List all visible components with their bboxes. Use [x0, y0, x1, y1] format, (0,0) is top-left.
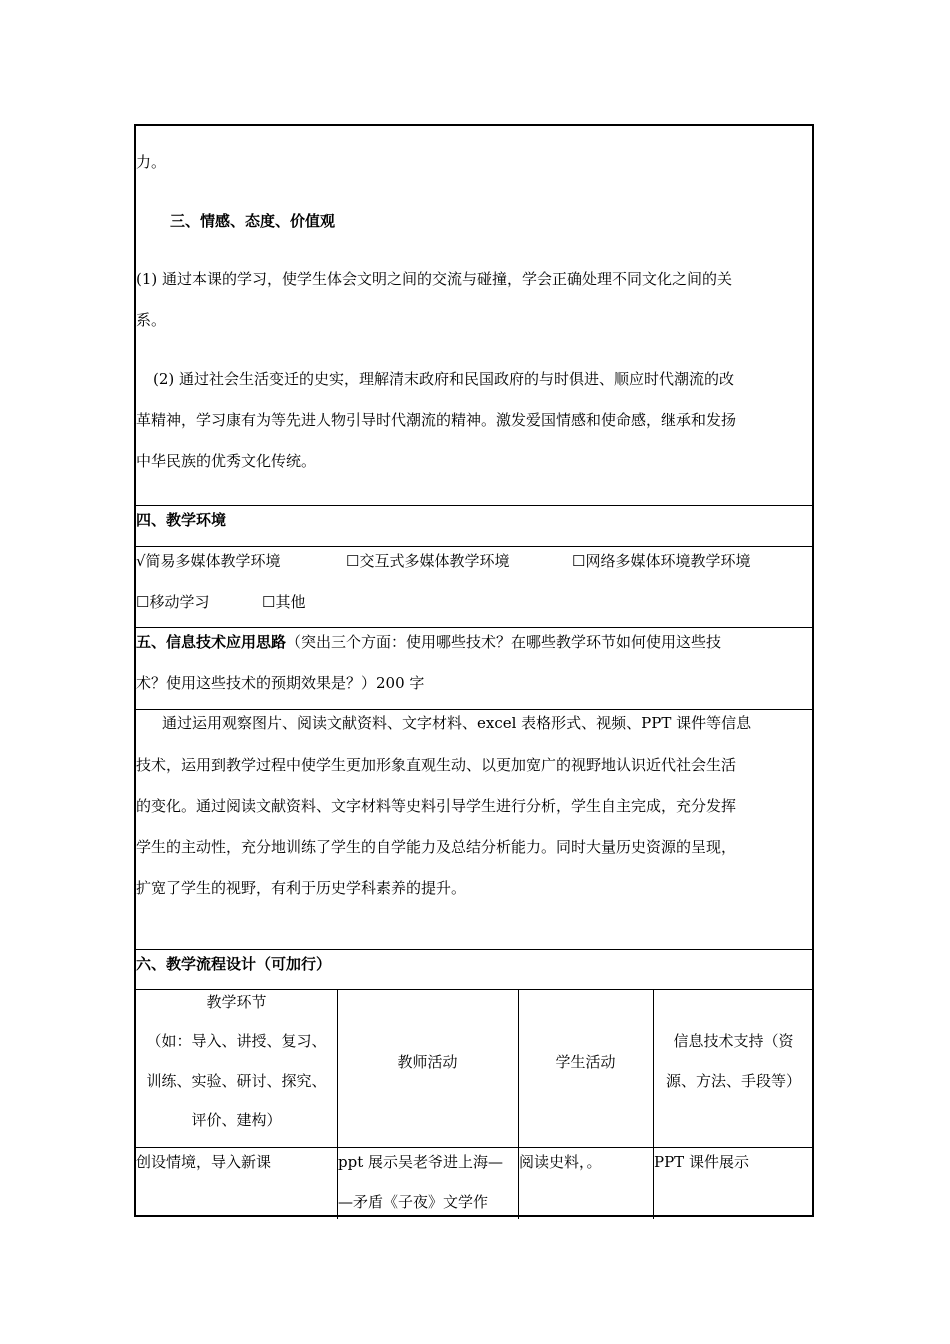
section5-body-line: 通过运用观察图片、阅读文献资料、文字材料、excel 表格形式、视频、PPT 课件等信息	[162, 714, 752, 732]
header-teaching-stage-note: 训练、实验、研讨、探究、	[146, 1072, 327, 1090]
option-interactive-multimedia: ☐交互式多媒体教学环境	[346, 552, 510, 570]
section3-item1-line2: 系。	[136, 311, 167, 329]
divider	[136, 1147, 812, 1148]
divider	[136, 989, 812, 990]
header-teacher-activity: 教师活动	[397, 1053, 458, 1071]
header-it-support: 源、方法、手段等）	[665, 1072, 801, 1090]
section5-body-line: 技术，运用到教学过程中使学生更加形象直观生动、以更加宽广的视野地认识近代社会生活	[136, 756, 737, 774]
divider	[136, 709, 812, 710]
cell-teacher-activity-line: —矛盾《子夜》文学作	[338, 1193, 489, 1211]
section5-heading-note: （突出三个方面：使用哪些技术？在哪些教学环节如何使用这些技	[286, 633, 722, 651]
section5-body-line: 的变化。通过阅读文献资料、文字材料等史料引导学生进行分析，学生自主完成，充分发挥	[136, 797, 737, 815]
section3-item2-line3: 中华民族的优秀文化传统。	[136, 452, 317, 470]
continuation-text: 力。	[136, 153, 167, 171]
header-teaching-stage-note: 评价、建构）	[191, 1111, 282, 1129]
cell-it-support: PPT 课件展示	[654, 1153, 749, 1171]
section5-heading-line2: 术？使用这些技术的预期效果是？）200 字	[136, 674, 425, 692]
cell-teaching-stage: 创设情境，导入新课	[136, 1153, 272, 1171]
section3-item2-line1: (2) 通过社会生活变迁的史实，理解清末政府和民国政府的与时俱进、顺应时代潮流的改	[153, 370, 735, 388]
column-divider	[653, 989, 654, 1219]
divider	[136, 546, 812, 547]
column-divider	[337, 989, 338, 1219]
section3-item2-line2: 革精神，学习康有为等先进人物引导时代潮流的精神。激发爱国情感和使命感，继承和发扬	[136, 411, 737, 429]
section5-heading: 五、信息技术应用思路	[136, 633, 287, 651]
section5-heading-line1	[136, 632, 721, 652]
option-simple-multimedia: √简易多媒体教学环境	[136, 552, 281, 570]
option-other: ☐其他	[262, 593, 306, 611]
divider	[136, 627, 812, 628]
header-teaching-stage-note: （如：导入、讲授、复习、	[146, 1032, 327, 1050]
header-it-support: 信息技术支持（资	[673, 1032, 794, 1050]
lesson-plan-table	[134, 124, 814, 1217]
section5-body-line: 学生的主动性，充分地训练了学生的自学能力及总结分析能力。同时大量历史资源的呈现，	[136, 838, 737, 856]
divider	[136, 949, 812, 950]
cell-student-activity: 阅读史料，。	[519, 1153, 602, 1171]
cell-teacher-activity-line: ppt 展示吴老爷进上海—	[338, 1153, 504, 1171]
option-network-multimedia: ☐网络多媒体环境教学环境	[572, 552, 751, 570]
divider	[136, 505, 812, 506]
header-teaching-stage: 教学环节	[206, 993, 267, 1011]
column-divider	[518, 989, 519, 1219]
section3-heading: 三、情感、态度、价值观	[170, 212, 336, 230]
section4-heading: 四、教学环境	[136, 511, 227, 529]
header-student-activity: 学生活动	[555, 1053, 616, 1071]
option-mobile-learning: ☐移动学习	[136, 593, 210, 611]
section6-heading: 六、教学流程设计（可加行）	[136, 955, 332, 973]
section5-body-line: 扩宽了学生的视野，有利于历史学科素养的提升。	[136, 879, 467, 897]
section3-item1-line1: (1) 通过本课的学习，使学生体会文明之间的交流与碰撞，学会正确处理不同文化之间的关	[136, 270, 733, 288]
